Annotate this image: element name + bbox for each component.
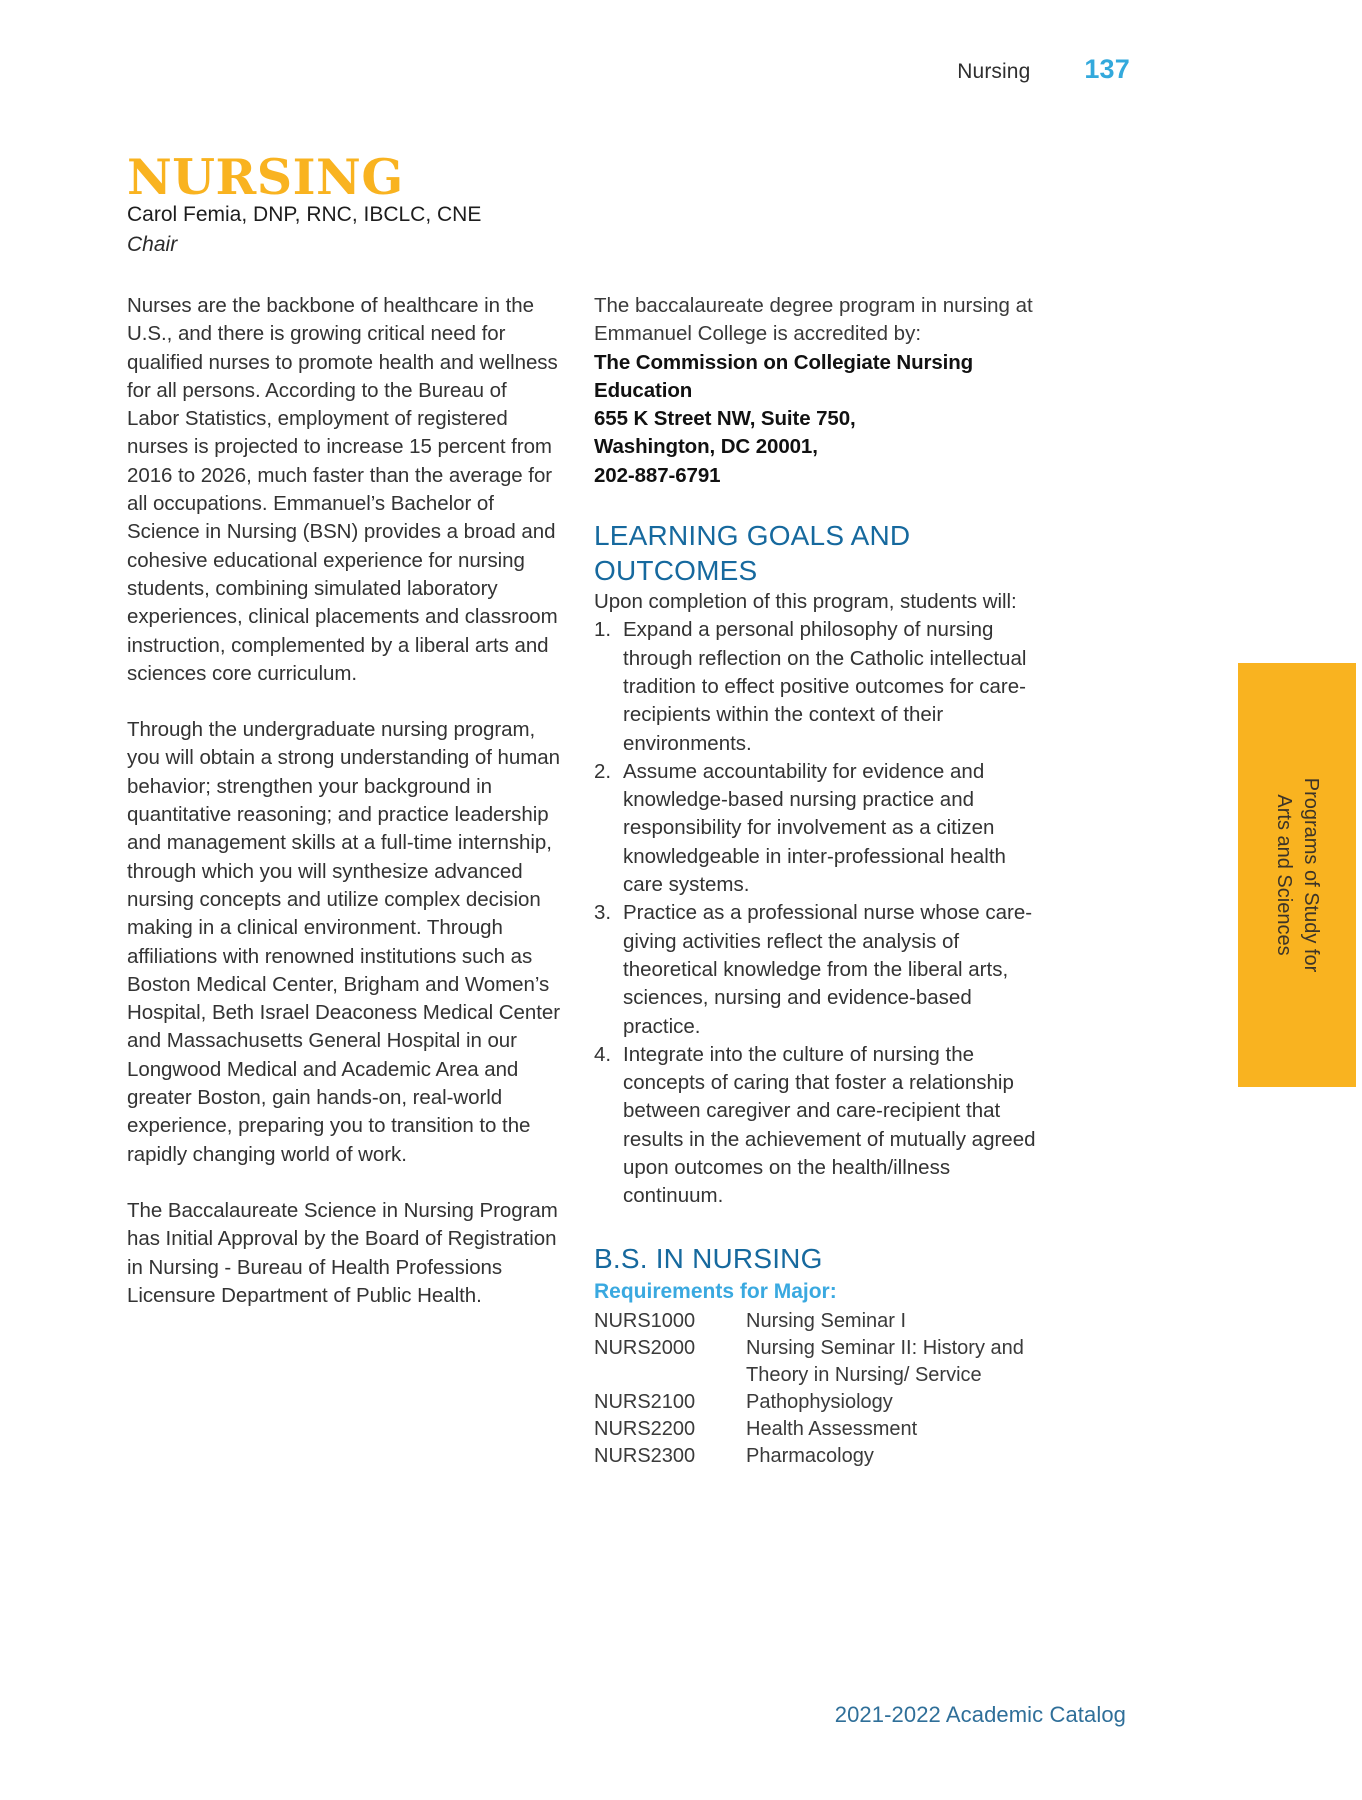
table-row bbox=[594, 1443, 1042, 1470]
section-thumb-tab-line-2: Arts and Sciences bbox=[1273, 794, 1295, 956]
list-item: Assume accountability for evidence and knowledge-based nursing practice and responsibility for involvement as a citizen knowledgeable in inter-professional health care systems. bbox=[623, 759, 1006, 897]
list-item: Expand a personal philosophy of nursing through reflection on the Catholic intellectual tradition to effect positive outcomes for care-recipients within the context of their environments. bbox=[623, 618, 1027, 755]
list-item: Practice as a professional nurse whose care-giving activities reflect the analysis of theoretical knowledge from the liberal arts, sciences, nursing and evidence-based practice. bbox=[623, 901, 1033, 1038]
chair-name: Carol Femia, DNP, RNC, IBCLC, CNE bbox=[127, 203, 482, 226]
running-head-section: Nursing bbox=[957, 60, 1031, 83]
running-head bbox=[957, 54, 1130, 85]
course-requirements-table bbox=[594, 1308, 1042, 1470]
accreditation-phone: 202-887-6791 bbox=[594, 463, 721, 487]
footer-catalog-label: 2021-2022 Academic Catalog bbox=[834, 1702, 1126, 1727]
course-code: NURS2000 bbox=[594, 1336, 696, 1359]
accreditation-street: 655 K Street NW, Suite 750, bbox=[594, 407, 856, 431]
table-row bbox=[594, 1389, 1042, 1416]
left-column bbox=[127, 292, 564, 1310]
intro-paragraph-2: Through the undergraduate nursing program, you will obtain a strong understanding of human behavior; strengthen your background in quantitative reasoning; and practice leadership and management skills at a full-time internship, through which you will synthesize advanced nursing concepts and utilize complex decision making in a clinical environment. Through affiliations with renowned institutions such as Boston Medical Center, Brigham and Women’s Hospital, Beth Israel Deaconess Medical Center and Massachusetts General Hospital in our Longwood Medical and Academic Area and greater Boston, gain hands-on, real-world experience, preparing you to transition to the rapidly changing world of work. bbox=[127, 718, 560, 1166]
intro-paragraph-1: Nurses are the backbone of healthcare in the U.S., and there is growing critical need for qualified nurses to promote health and wellness for all persons. According to the Bureau of Labor Statistics, employment of registered nurses is projected to increase 15 percent from 2016 to 2026, much faster than the average for all occupations. Emmanuel’s Bachelor of Science in Nursing (BSN) provides a broad and cohesive educational experience for nursing students, combining simulated laboratory experiences, clinical placements and classroom instruction, complemented by a liberal arts and sciences core curriculum. bbox=[127, 294, 558, 685]
table-row bbox=[594, 1308, 1042, 1335]
learning-goals-heading: LEARNING GOALS AND OUTCOMES bbox=[594, 520, 911, 587]
course-title: Pharmacology bbox=[746, 1444, 874, 1467]
course-code: NURS2100 bbox=[594, 1390, 696, 1413]
course-title: Nursing Seminar II: History and Theory in Nursing/ Service bbox=[746, 1336, 1024, 1386]
list-item: Integrate into the culture of nursing the concepts of caring that foster a relationship between caregiver and care-recipient that results in the achievement of mutually agreed upon outcomes on the health/illness continuum. bbox=[623, 1042, 1036, 1208]
chair-role: Chair bbox=[127, 233, 178, 257]
section-thumb-tab bbox=[1238, 663, 1356, 1087]
course-title: Pathophysiology bbox=[746, 1390, 893, 1413]
section-thumb-tab-line-1: Programs of Study for bbox=[1300, 777, 1322, 973]
course-code: NURS1000 bbox=[594, 1309, 696, 1332]
requirements-label: Requirements for Major: bbox=[594, 1279, 837, 1303]
accreditation-city: Washington, DC 20001, bbox=[594, 435, 818, 459]
table-row bbox=[594, 1335, 1042, 1389]
learning-goals-list bbox=[594, 616, 1042, 1210]
accreditation-intro: The baccalaureate degree program in nursing at Emmanuel College is accredited by: bbox=[594, 294, 1033, 346]
program-heading: B.S. IN NURSING bbox=[594, 1242, 823, 1274]
chair-block bbox=[127, 200, 597, 261]
course-title: Nursing Seminar I bbox=[746, 1309, 907, 1332]
section-thumb-tab-label bbox=[1270, 665, 1324, 1085]
page-number: 137 bbox=[1084, 54, 1130, 84]
table-row bbox=[594, 1416, 1042, 1443]
right-column bbox=[594, 292, 1042, 1470]
course-code: NURS2300 bbox=[594, 1444, 696, 1467]
course-title: Health Assessment bbox=[746, 1417, 918, 1440]
accreditation-agency: The Commission on Collegiate Nursing Education bbox=[594, 350, 974, 402]
intro-paragraph-3: The Baccalaureate Science in Nursing Program has Initial Approval by the Board of Registration in Nursing - Bureau of Health Professions Licensure Department of Public Health. bbox=[127, 1198, 558, 1307]
course-code: NURS2200 bbox=[594, 1417, 696, 1440]
learning-goals-intro: Upon completion of this program, students will: bbox=[594, 590, 1017, 614]
page-title: NURSING bbox=[127, 147, 404, 206]
